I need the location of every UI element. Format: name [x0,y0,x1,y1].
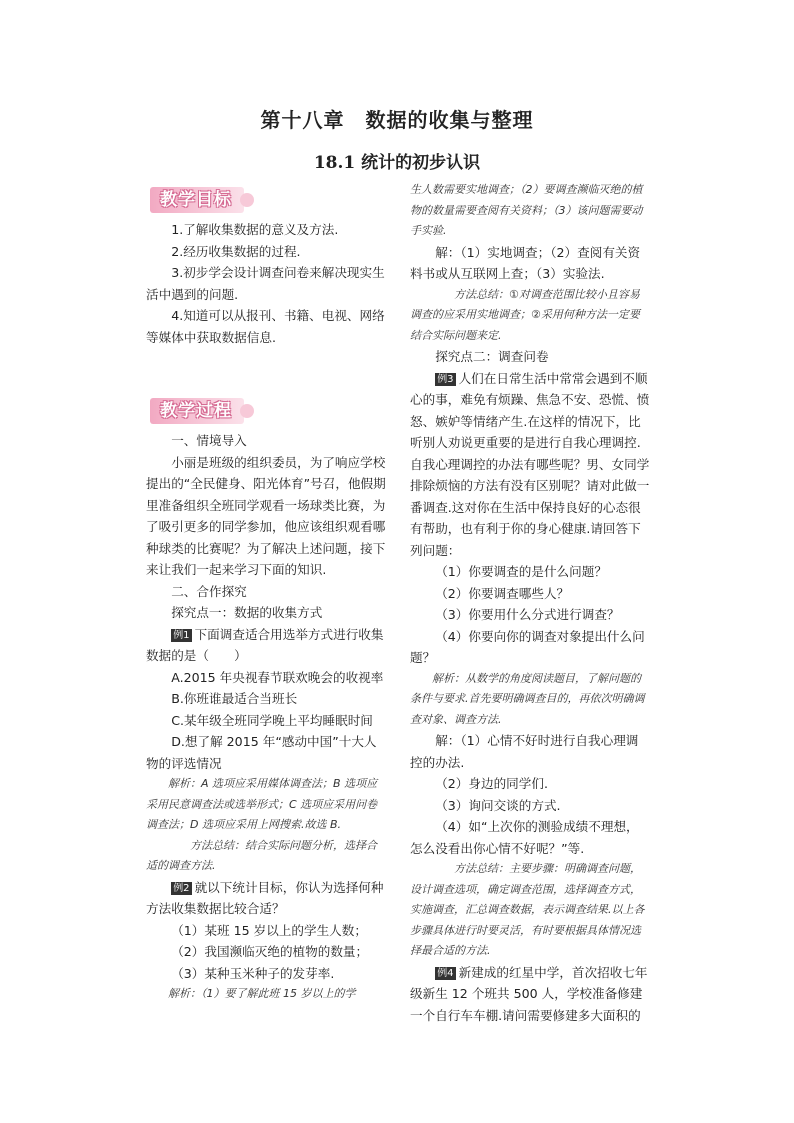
process-banner [150,398,244,424]
option-item: A.2015 年央视春节联欢晚会的收视率 [171,669,384,685]
option-item: D.想了解 2015 年“感动中国”十大人物的评选情况 [146,734,377,771]
objective-item: 2.经历收集数据的过程. [171,243,301,259]
inquiry-heading: 探究点一：数据的收集方式 [171,605,323,620]
inquiry-heading: 探究点二：调查问卷 [435,349,549,364]
example-analysis: 解析：（1）要了解此班 15 岁以上的学 [168,987,356,1000]
example-tag: 例4 [437,967,454,979]
example-4 [410,962,650,1027]
section-heading: 一、情境导入 [171,433,247,448]
chapter-title: 第十八章 数据的收集与整理 [260,108,534,132]
question-item: （4）你要向你的调查对象提出什么问题？ [410,628,645,665]
method-summary: 方法总结：结合实际问题分析，选择合适的调查方法. [146,838,377,872]
example-tag: 例1 [173,629,190,641]
objectives-banner-label: 教学目标 [160,190,232,210]
example-2 [146,877,386,920]
left-column [146,183,386,1005]
objectives-banner [150,187,244,213]
example-answer: （2）身边的同学们. [435,776,548,791]
example-analysis-cont: 生人数需要实地调查；（2）要调查濒临灭绝的植物的数量需要查阅有关资料；（3）该问题需要动手实验. [410,183,643,237]
objective-item: 3.初步学会设计调查问卷来解决现实生活中遇到的问题. [146,265,385,302]
example-text: 新建成的红星中学，首次招收七年级新生 12 个班共 500 人，学校准备修建一个自行车车棚.请问需要修建多大面积的 [410,964,648,1023]
process-banner-label: 教学过程 [160,401,232,421]
question-item: （2）我国濒临灭绝的植物的数量； [171,944,369,959]
example-text: 人们在日常生活中常常会遇到不顺心的事，难免有烦躁、焦急不安、恐慌、愤怒、嫉妒等情绪产生.在这样的情况下，比听别人劝说更重要的是进行自我心理调控.自我心理调控的办法有哪些呢？男、女同学排除烦恼的方法有没有区别呢？请对此做一番调查.这对你在生活中保持良好的心态很有帮助，也有利于你的身心健康.请回答下列问题： [410,370,650,558]
objective-item: 4.知道可以从报刊、书籍、电视、网络等媒体中获取数据信息. [146,308,385,345]
example-answer: 解：（1）实地调查；（2）查阅有关资料书或从互联网上查；（3）实验法. [410,244,641,281]
objective-item: 1.了解收集数据的意义及方法. [171,222,339,237]
example-analysis: 解析：从数学的角度阅读题目，了解问题的条件与要求.首先要明确调查目的，再依次明确调查对象、调查方法. [410,671,645,726]
method-summary: 方法总结：主要步骤：明确调查问题，设计调查选项，确定调查范围，选择调查方式，实施调查，汇总调查数据，表示调查结果.以上各步骤具体进行时要灵活，有时要根据具体情况选择最合适的方法. [410,862,645,957]
banner-decoration-icon [240,193,254,207]
example-tag: 例3 [437,373,454,385]
question-item: （2）你要调查哪些人？ [435,585,570,601]
example-answer: （4）如“上次你的测验成绩不理想，怎么没看出你心情不好呢？”等. [410,819,639,856]
section-heading: 二、合作探究 [171,583,247,599]
example-answer: （3）询问交谈的方式. [435,797,561,813]
example-3 [410,368,650,562]
example-analysis: 解析：A 选项应采用媒体调查法；B 选项应采用民意调查法或选举形式；C 选项应采用问卷调查法；D 选项应采用上网搜索.故选 B. [146,777,378,831]
right-column [410,180,650,1026]
method-summary: 方法总结：①对调查范围比较小且容易调查的应采用实地调查；②采用何种方法一定要结合实际问题来定. [410,287,640,342]
question-item: （1）你要调查的是什么问题？ [435,564,607,579]
banner-decoration-icon [240,404,254,418]
question-item: （3）你要用什么分式进行调查？ [435,607,620,622]
example-answer: 解：（1）心情不好时进行自我心理调控的办法. [410,733,639,770]
option-item: C.某年级全班同学晚上平均睡眠时间 [171,712,373,728]
intro-paragraph: 小丽是班级的组织委员，为了响应学校提出的“全民健身、阳光体育”号召，他假期里准备组织全班同学观看一场球类比赛，为了吸引更多的同学参加，他应该组织观看哪种球类的比赛呢？为了解决上述问题，接下来让我们一起来学习下面的知识. [146,454,386,577]
section-title: 18.1 统计的初步认识 [313,153,481,173]
example-1 [146,624,386,667]
question-item: （3）某种玉米种子的发芽率. [171,965,335,981]
question-item: （1）某班 15 岁以上的学生人数； [171,922,367,938]
example-text: 就以下统计目标，你认为选择何种方法收集数据比较合适？ [146,879,384,916]
option-item: B.你班谁最适合当班长 [171,691,298,706]
example-tag: 例2 [173,882,190,894]
example-text: 下面调查适合用选举方式进行收集数据的是（ ） [146,626,384,663]
